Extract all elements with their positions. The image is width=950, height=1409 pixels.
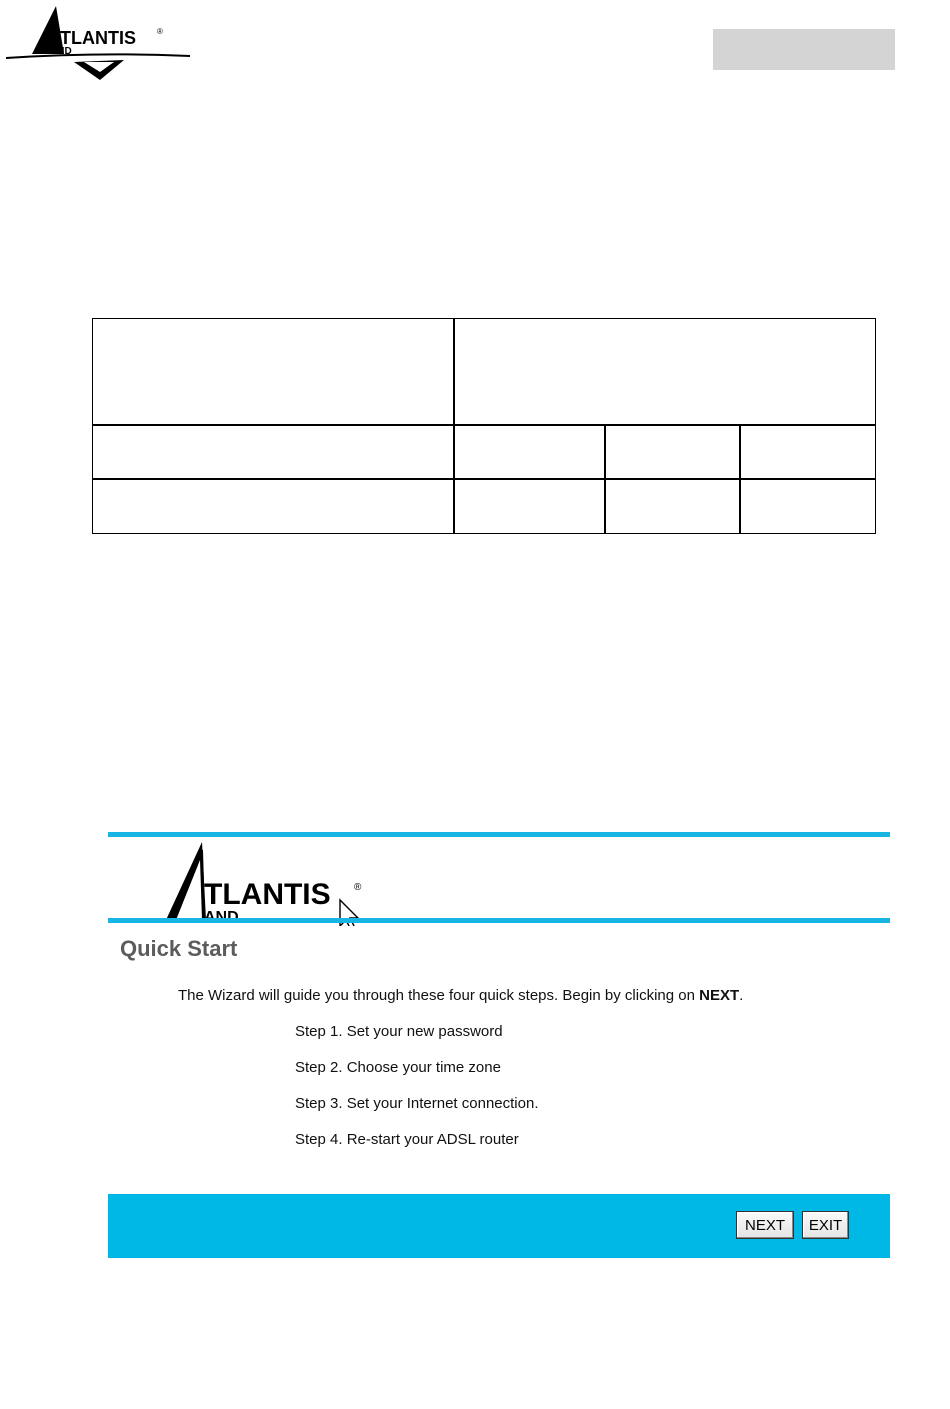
table-cell-r1c1 (92, 318, 455, 426)
wizard-button-bar (108, 1194, 890, 1258)
header-accent-line (108, 918, 890, 923)
wizard-logo-registered: ® (354, 882, 362, 893)
step-2: Step 2. Choose your time zone (295, 1059, 501, 1076)
brand-logo-subtext: AND (50, 46, 72, 57)
table-cell-r2c4 (739, 424, 876, 480)
step-4: Step 4. Re-start your ADSL router (295, 1131, 519, 1148)
document-table (92, 318, 876, 534)
brand-logo-text: TLANTIS (60, 28, 136, 48)
table-cell-r3c1 (92, 478, 455, 534)
wizard-intro (178, 987, 743, 1004)
step-1: Step 1. Set your new password (295, 1023, 503, 1040)
brand-logo (4, 2, 194, 84)
quick-start-screenshot (108, 832, 890, 1258)
brand-logo-registered: ® (157, 27, 163, 36)
table-cell-r3c4 (739, 478, 876, 534)
table-cell-r3c3 (604, 478, 741, 534)
page-title: Quick Start (120, 936, 238, 961)
table-cell-r2c2 (453, 424, 606, 480)
table-cell-r2c1 (92, 424, 455, 480)
table-cell-r2c3 (604, 424, 741, 480)
table-cell-r1c2 (453, 318, 876, 426)
header-gray-box (713, 29, 895, 70)
next-button[interactable]: NEXT (736, 1211, 794, 1239)
wizard-intro-suffix: . (739, 987, 744, 1004)
wizard-logo-text: TLANTIS (204, 878, 331, 911)
top-accent-line (108, 832, 890, 837)
wizard-logo (166, 840, 426, 926)
wizard-intro-next: NEXT (699, 987, 740, 1004)
exit-button[interactable]: EXIT (802, 1211, 849, 1239)
table-cell-r3c2 (453, 478, 606, 534)
wizard-intro-prefix: The Wizard will guide you through these four quick steps. Begin by clicking on (178, 987, 700, 1004)
step-3: Step 3. Set your Internet connection. (295, 1095, 539, 1112)
